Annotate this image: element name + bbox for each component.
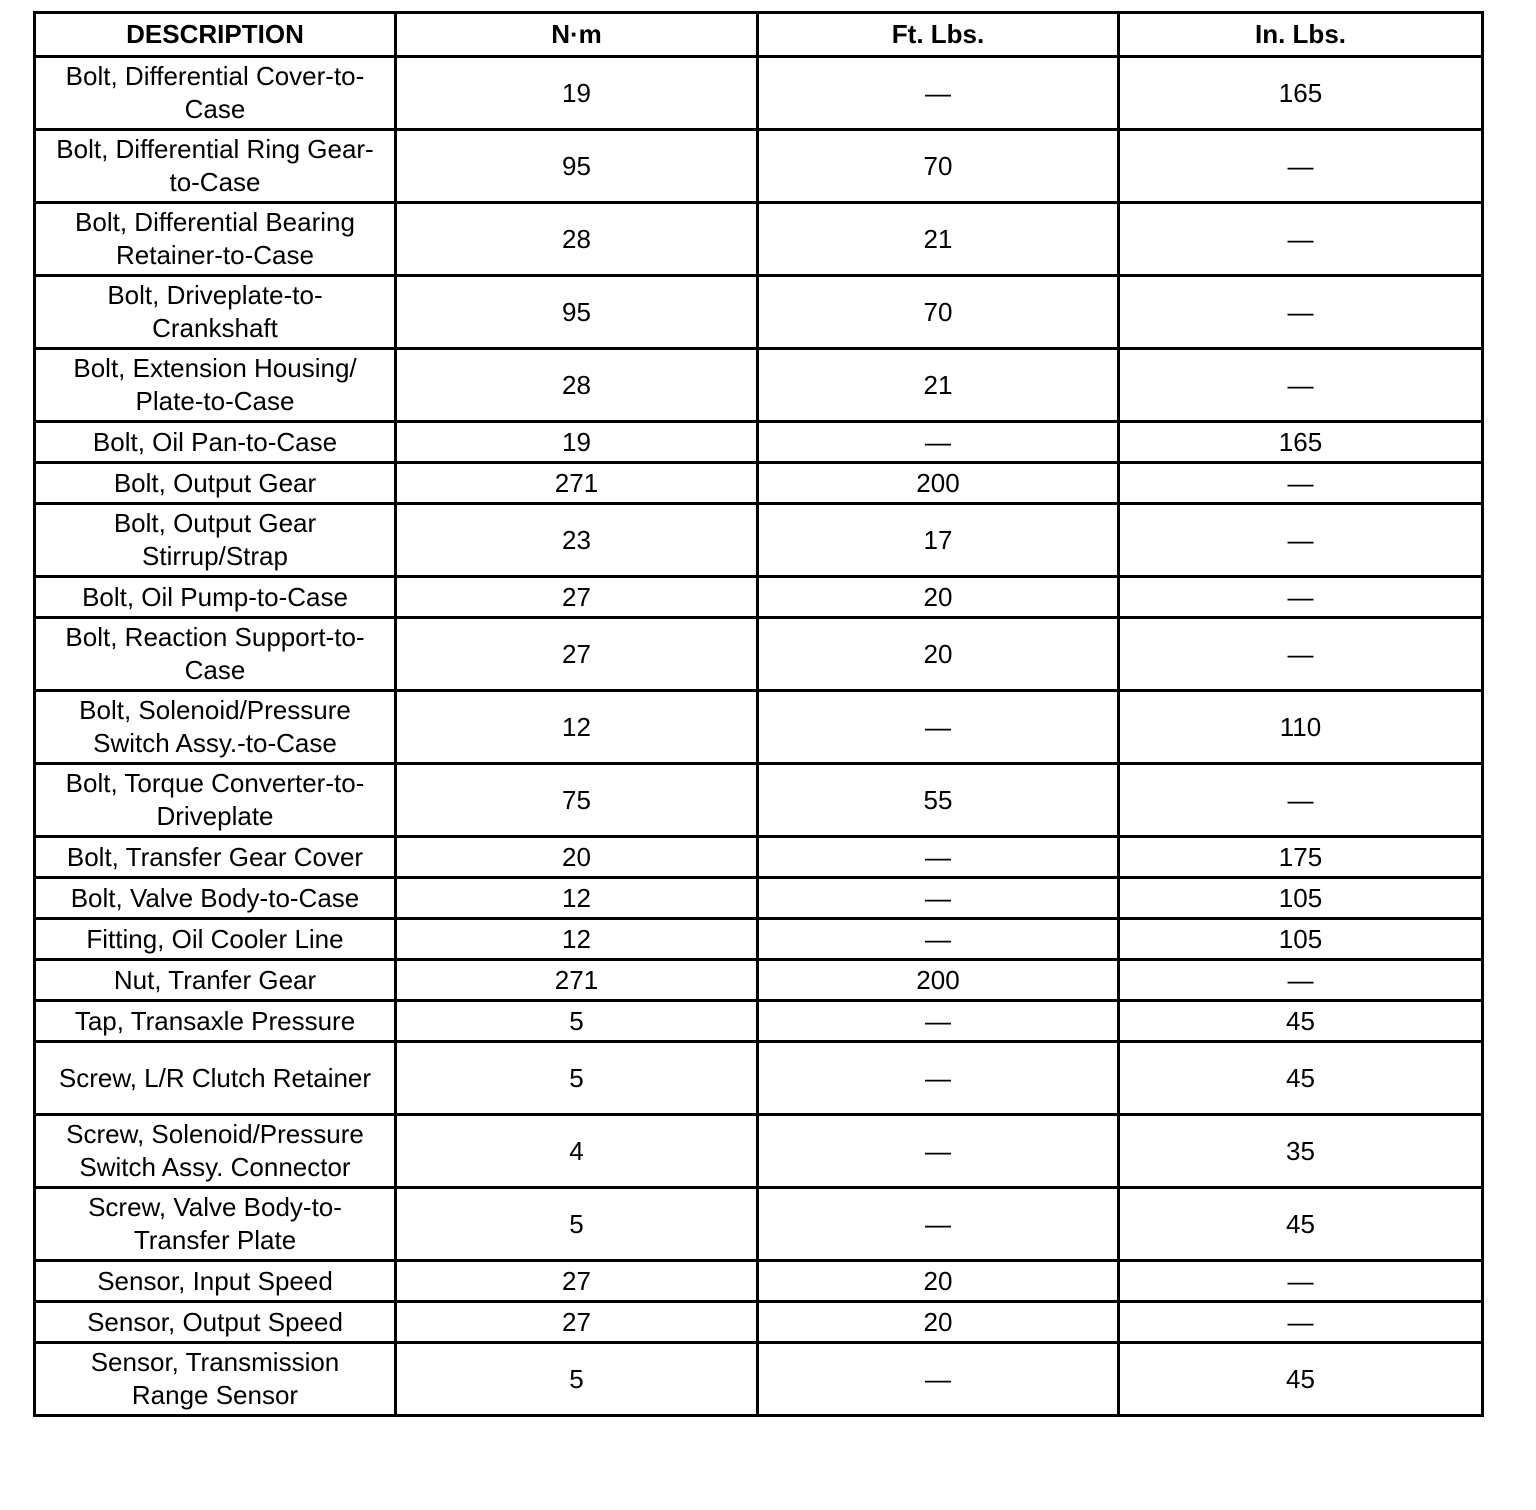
table-row [35,1188,1483,1261]
ft-lbs-cell: 21 [758,349,1119,422]
nm-cell: 271 [396,463,758,504]
table-row [35,463,1483,504]
ft-lbs-cell: — [758,1188,1119,1261]
ft-lbs-cell: 70 [758,130,1119,203]
description-cell: Screw, Solenoid/Pressure Switch Assy. Connector [35,1115,396,1188]
nm-cell: 28 [396,349,758,422]
in-lbs-cell: 45 [1119,1343,1483,1416]
ft-lbs-cell: — [758,919,1119,960]
in-lbs-cell: 165 [1119,422,1483,463]
description-cell: Tap, Transaxle Pressure [35,1001,396,1042]
description-cell: Fitting, Oil Cooler Line [35,919,396,960]
in-lbs-cell: — [1119,1302,1483,1343]
nm-cell: 28 [396,203,758,276]
nm-cell: 75 [396,764,758,837]
in-lbs-cell: — [1119,349,1483,422]
description-cell: Bolt, Differential Cover-to-Case [35,57,396,130]
nm-cell: 12 [396,878,758,919]
in-lbs-cell: 105 [1119,878,1483,919]
ft-lbs-cell: 20 [758,618,1119,691]
description-cell: Bolt, Solenoid/Pressure Switch Assy.-to-Case [35,691,396,764]
table-row [35,504,1483,577]
nm-cell: 12 [396,691,758,764]
ft-lbs-cell: — [758,878,1119,919]
in-lbs-cell: 45 [1119,1001,1483,1042]
in-lbs-cell: 165 [1119,57,1483,130]
table-row [35,577,1483,618]
description-cell: Bolt, Output Gear [35,463,396,504]
nm-cell: 95 [396,276,758,349]
header-inch-pounds: In. Lbs. [1119,13,1483,57]
description-cell: Bolt, Reaction Support-to-Case [35,618,396,691]
description-cell: Sensor, Input Speed [35,1261,396,1302]
table-row [35,422,1483,463]
description-cell: Bolt, Oil Pan-to-Case [35,422,396,463]
table-row [35,919,1483,960]
nm-cell: 5 [396,1188,758,1261]
table-row [35,57,1483,130]
table-row [35,1302,1483,1343]
in-lbs-cell: — [1119,130,1483,203]
ft-lbs-cell: 20 [758,577,1119,618]
in-lbs-cell: — [1119,1261,1483,1302]
in-lbs-cell: 35 [1119,1115,1483,1188]
ft-lbs-cell: — [758,1042,1119,1115]
nm-cell: 271 [396,960,758,1001]
in-lbs-cell: — [1119,203,1483,276]
in-lbs-cell: 45 [1119,1042,1483,1115]
nm-cell: 12 [396,919,758,960]
ft-lbs-cell: 70 [758,276,1119,349]
table-row [35,349,1483,422]
header-foot-pounds: Ft. Lbs. [758,13,1119,57]
in-lbs-cell: — [1119,504,1483,577]
description-cell: Bolt, Valve Body-to-Case [35,878,396,919]
torque-spec-table [33,11,1484,1417]
table-body [35,57,1483,1416]
table-row [35,837,1483,878]
table-row [35,1261,1483,1302]
table-row [35,960,1483,1001]
nm-cell: 19 [396,422,758,463]
ft-lbs-cell: — [758,1115,1119,1188]
description-cell: Bolt, Torque Converter-to-Driveplate [35,764,396,837]
in-lbs-cell: 110 [1119,691,1483,764]
header-newton-meters: N·m [396,13,758,57]
table-row [35,130,1483,203]
table-row [35,764,1483,837]
description-cell: Screw, L/R Clutch Retainer [35,1042,396,1115]
nm-cell: 95 [396,130,758,203]
in-lbs-cell: — [1119,618,1483,691]
header-row [35,13,1483,57]
header-description: DESCRIPTION [35,13,396,57]
nm-cell: 5 [396,1001,758,1042]
ft-lbs-cell: — [758,837,1119,878]
description-cell: Bolt, Extension Housing/ Plate-to-Case [35,349,396,422]
description-cell: Sensor, Output Speed [35,1302,396,1343]
nm-cell: 5 [396,1042,758,1115]
description-cell: Bolt, Driveplate-to-Crankshaft [35,276,396,349]
nm-cell: 5 [396,1343,758,1416]
table-row [35,691,1483,764]
nm-cell: 27 [396,1261,758,1302]
description-cell: Bolt, Transfer Gear Cover [35,837,396,878]
in-lbs-cell: 175 [1119,837,1483,878]
ft-lbs-cell: — [758,1001,1119,1042]
description-cell: Bolt, Differential Ring Gear-to-Case [35,130,396,203]
ft-lbs-cell: 21 [758,203,1119,276]
description-cell: Bolt, Output Gear Stirrup/Strap [35,504,396,577]
table-row [35,1042,1483,1115]
in-lbs-cell: — [1119,276,1483,349]
ft-lbs-cell: 20 [758,1261,1119,1302]
in-lbs-cell: — [1119,960,1483,1001]
ft-lbs-cell: 17 [758,504,1119,577]
description-cell: Bolt, Differential Bearing Retainer-to-Case [35,203,396,276]
table-row [35,1115,1483,1188]
table-header [35,13,1483,57]
ft-lbs-cell: — [758,1343,1119,1416]
ft-lbs-cell: 55 [758,764,1119,837]
ft-lbs-cell: 200 [758,463,1119,504]
ft-lbs-cell: 20 [758,1302,1119,1343]
table-row [35,878,1483,919]
description-cell: Nut, Tranfer Gear [35,960,396,1001]
nm-cell: 19 [396,57,758,130]
nm-cell: 20 [396,837,758,878]
ft-lbs-cell: — [758,422,1119,463]
table-row [35,203,1483,276]
nm-cell: 23 [396,504,758,577]
table-row [35,276,1483,349]
in-lbs-cell: — [1119,577,1483,618]
nm-cell: 4 [396,1115,758,1188]
description-cell: Sensor, Transmission Range Sensor [35,1343,396,1416]
table-row [35,618,1483,691]
description-cell: Screw, Valve Body-to-Transfer Plate [35,1188,396,1261]
in-lbs-cell: 105 [1119,919,1483,960]
table-row [35,1001,1483,1042]
nm-cell: 27 [396,577,758,618]
ft-lbs-cell: — [758,691,1119,764]
in-lbs-cell: — [1119,463,1483,504]
description-cell: Bolt, Oil Pump-to-Case [35,577,396,618]
ft-lbs-cell: — [758,57,1119,130]
nm-cell: 27 [396,618,758,691]
in-lbs-cell: 45 [1119,1188,1483,1261]
table-row [35,1343,1483,1416]
ft-lbs-cell: 200 [758,960,1119,1001]
in-lbs-cell: — [1119,764,1483,837]
nm-cell: 27 [396,1302,758,1343]
